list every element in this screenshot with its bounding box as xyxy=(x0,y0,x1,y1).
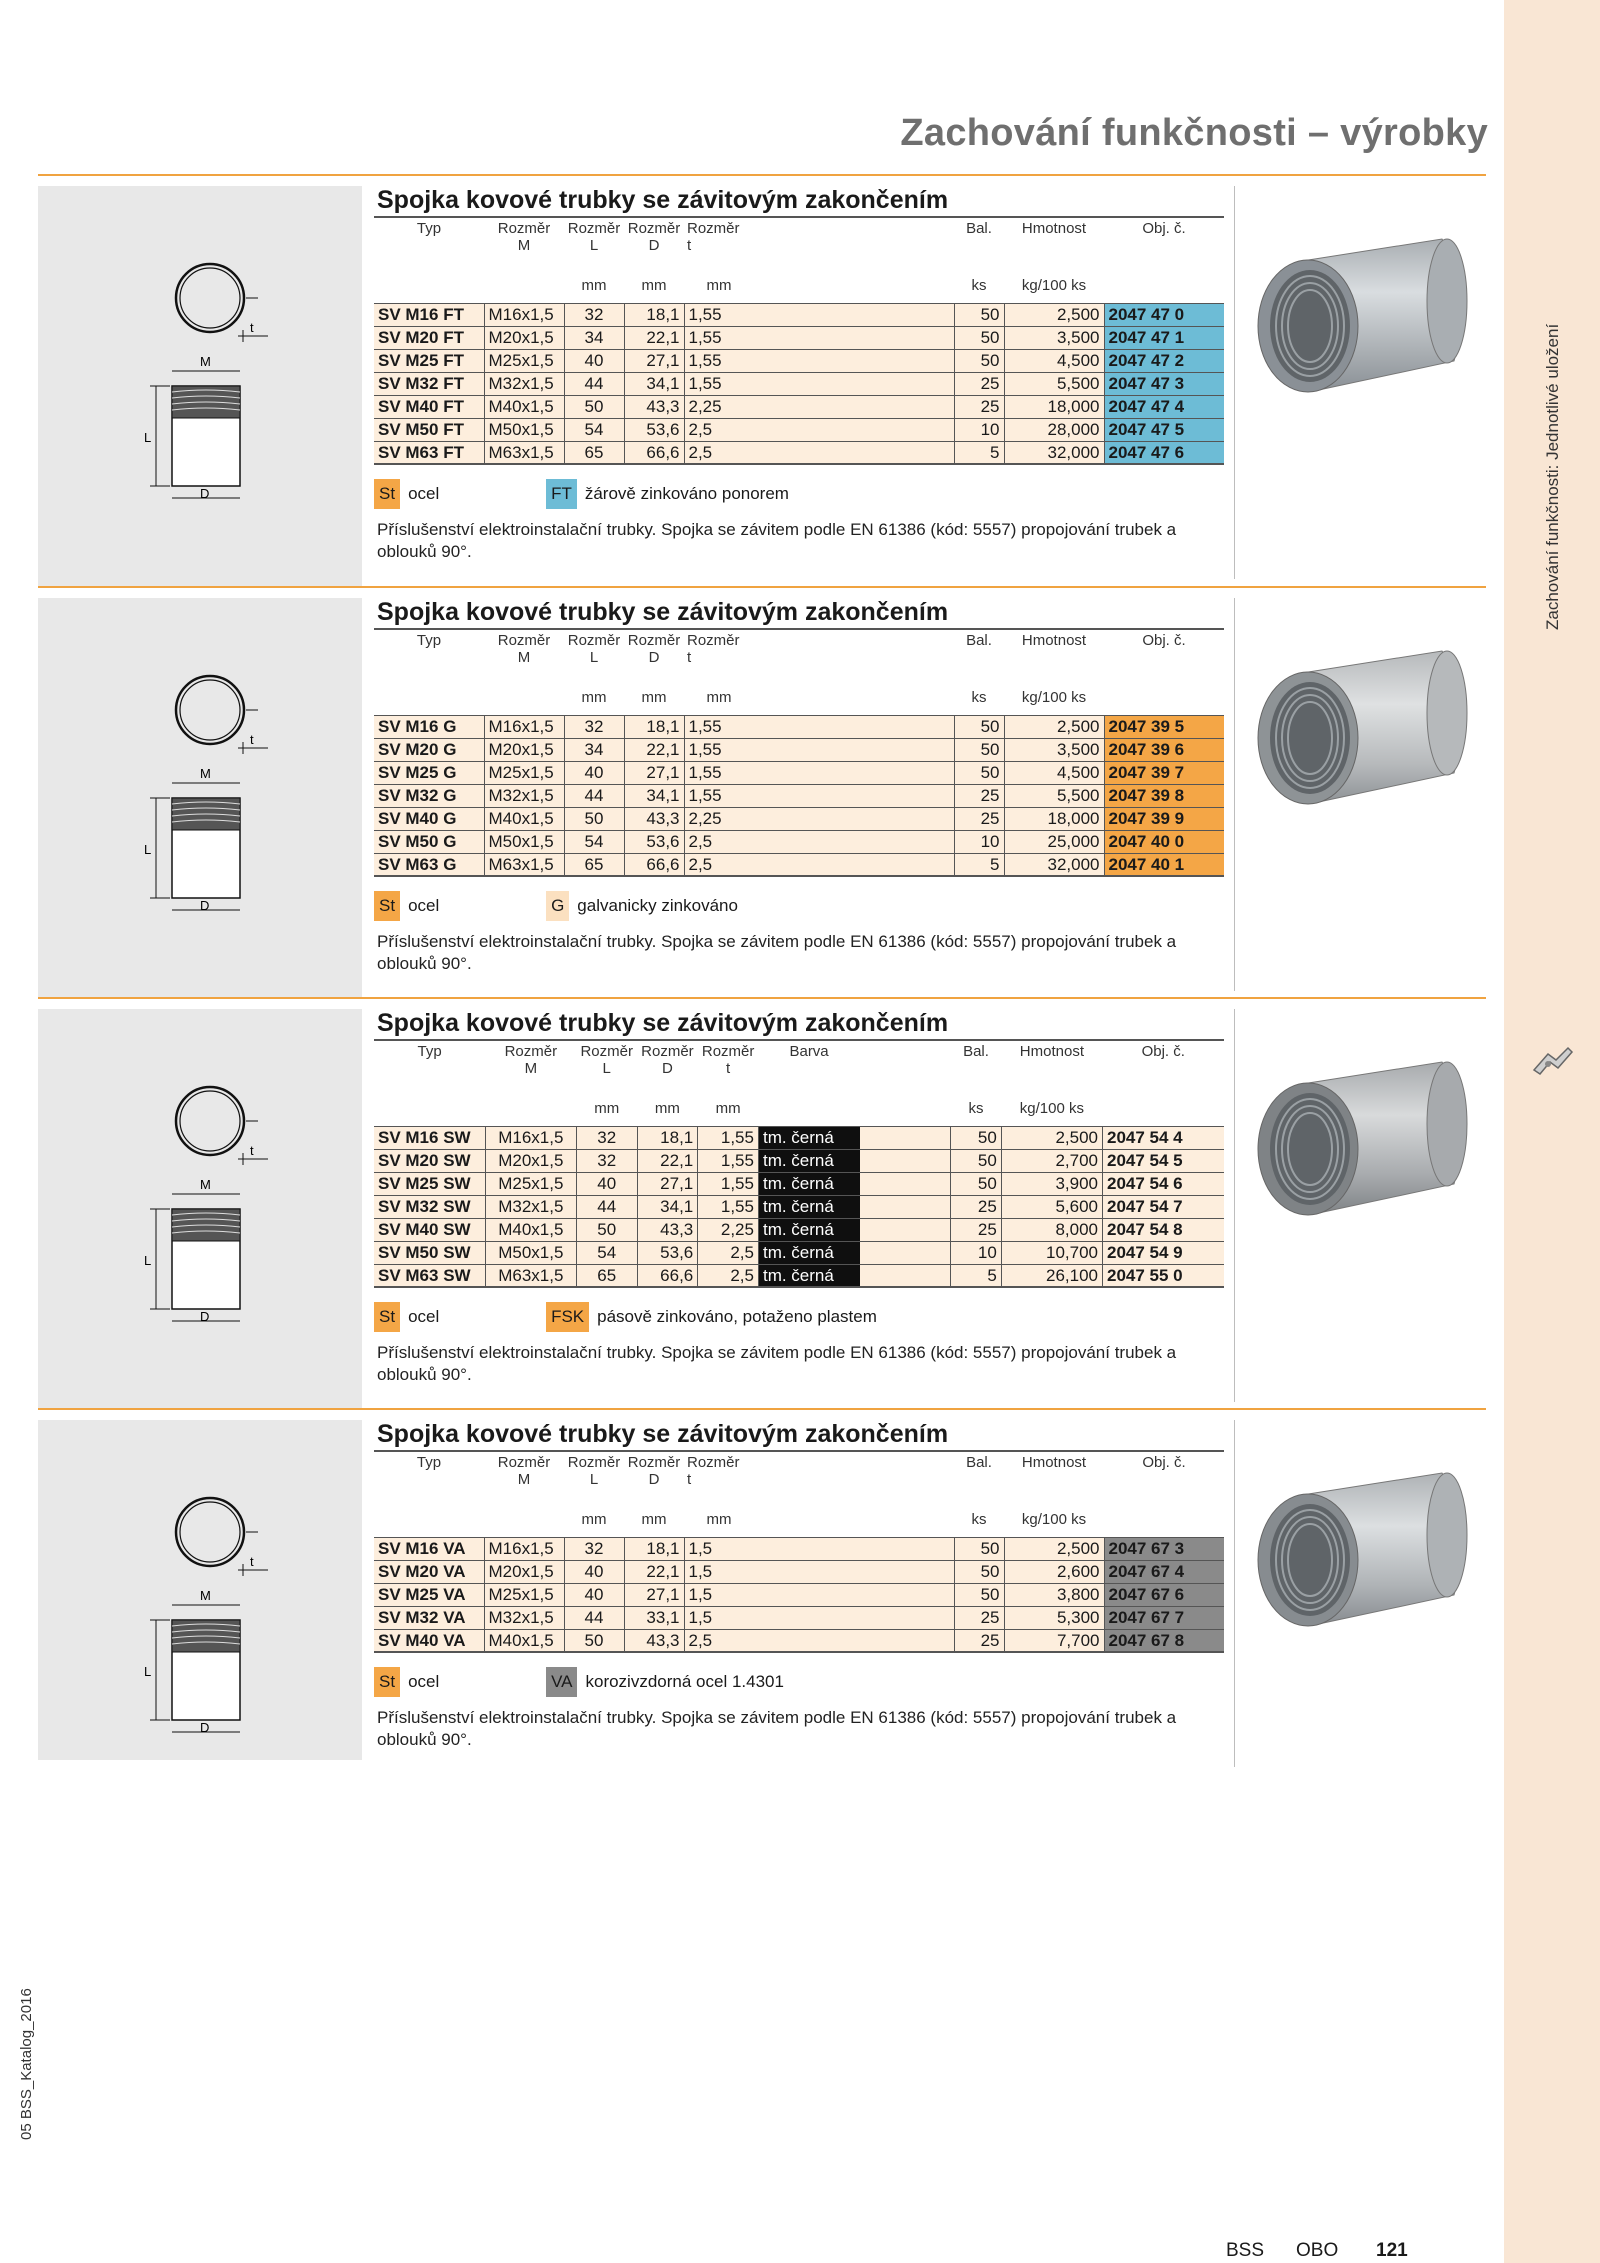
material-legend xyxy=(374,479,789,509)
finish-badge: FSK xyxy=(546,1302,589,1332)
material-badge: St xyxy=(374,891,400,921)
spec-table xyxy=(374,1039,1224,1288)
col-hmotnost: Hmotnost xyxy=(1001,1040,1102,1080)
unit-mm: mm xyxy=(641,277,667,295)
material-legend xyxy=(374,1302,877,1332)
finish-badge: G xyxy=(546,891,569,921)
table-row: SV M40 FT M40x1,5 50 43,3 2,25 25 18,000 2047 47 4 xyxy=(374,395,1224,418)
unit-kg: kg/100 ks xyxy=(1021,689,1087,707)
col-typ: Typ xyxy=(374,1040,485,1080)
col-typ: Typ xyxy=(374,217,484,257)
dim-l-label: L xyxy=(144,1253,152,1268)
material-badge: St xyxy=(374,479,400,509)
col-rozmer-t: Rozměr t xyxy=(698,1040,759,1080)
table-row: SV M25 VA M25x1,5 40 27,1 1,5 50 3,800 2047 67 6 xyxy=(374,1583,1224,1606)
unit-ks: ks xyxy=(971,689,987,707)
col-obj: Obj. č. xyxy=(1103,1040,1225,1080)
table-row: SV M25 G M25x1,5 40 27,1 1,55 50 4,500 2047 39 7 xyxy=(374,761,1224,784)
unit-mm: mm xyxy=(641,1511,667,1529)
table-row: SV M20 SW M20x1,5 32 22,1 1,55 tm. černá 50 2,700 2047 54 5 xyxy=(374,1149,1224,1172)
col-hmotnost: Hmotnost xyxy=(1004,1451,1104,1491)
finish-label: žárově zinkováno ponorem xyxy=(584,484,789,503)
col-bal: Bal. xyxy=(951,1040,1002,1080)
unit-mm: mm xyxy=(581,1511,607,1529)
material-label: ocel xyxy=(408,896,440,915)
col-rozmer-d: Rozměr D xyxy=(624,1451,684,1491)
col-rozmer-d: Rozměr D xyxy=(637,1040,698,1080)
unit-ks: ks xyxy=(971,1511,987,1529)
unit-kg: kg/100 ks xyxy=(1019,1100,1085,1118)
col-rozmer-l: Rozměr L xyxy=(576,1040,637,1080)
col-rozmer-t: Rozměr t xyxy=(684,217,754,257)
table-row: SV M50 G M50x1,5 54 53,6 2,5 10 25,000 2047 40 0 xyxy=(374,830,1224,853)
finish-label: pásově zinkováno, potaženo plastem xyxy=(597,1307,877,1326)
dim-t-label: t xyxy=(250,1554,254,1569)
unit-mm: mm xyxy=(594,1100,620,1118)
table-row: SV M63 G M63x1,5 65 66,6 2,5 5 32,000 2047 40 1 xyxy=(374,853,1224,876)
unit-mm: mm xyxy=(641,689,667,707)
product-section xyxy=(0,176,1500,586)
dim-d-label: D xyxy=(200,898,210,913)
col-barva: Barva xyxy=(758,1040,859,1080)
section-title: Spojka kovové trubky se závitovým zakončením xyxy=(377,1009,949,1037)
footer-brand-obo: OBO xyxy=(1296,2240,1339,2261)
table-row: SV M32 VA M32x1,5 44 33,1 1,5 25 5,300 2047 67 7 xyxy=(374,1606,1224,1629)
material-label: ocel xyxy=(408,1672,440,1691)
col-typ: Typ xyxy=(374,1451,484,1491)
spec-table xyxy=(374,216,1224,465)
section-description: Příslušenství elektroinstalační trubky. Spojka se závitem podle EN 61386 (kód: 5557) propojování trubek a oblouků 90°. xyxy=(377,1708,1177,1749)
table-row: SV M16 FT M16x1,5 32 18,1 1,55 50 2,500 2047 47 0 xyxy=(374,303,1224,326)
col-rozmer-t: Rozměr t xyxy=(684,1451,754,1491)
col-obj: Obj. č. xyxy=(1104,217,1224,257)
table-row: SV M16 G M16x1,5 32 18,1 1,55 50 2,500 2047 39 5 xyxy=(374,715,1224,738)
table-row: SV M20 FT M20x1,5 34 22,1 1,55 50 3,500 2047 47 1 xyxy=(374,326,1224,349)
table-row: SV M50 SW M50x1,5 54 53,6 2,5 tm. černá 10 10,700 2047 54 9 xyxy=(374,1241,1224,1264)
table-row: SV M63 FT M63x1,5 65 66,6 2,5 5 32,000 2047 47 6 xyxy=(374,441,1224,464)
table-row: SV M63 SW M63x1,5 65 66,6 2,5 tm. černá 5 26,100 2047 55 0 xyxy=(374,1264,1224,1287)
table-row: SV M50 FT M50x1,5 54 53,6 2,5 10 28,000 2047 47 5 xyxy=(374,418,1224,441)
col-bal: Bal. xyxy=(954,217,1004,257)
unit-ks: ks xyxy=(971,277,987,295)
col-rozmer-l: Rozměr L xyxy=(564,629,624,669)
side-label: Zachování funkčnosti: Jednotlivé uložení xyxy=(1543,323,1562,630)
spec-table xyxy=(374,1450,1224,1653)
table-row: SV M32 FT M32x1,5 44 34,1 1,55 25 5,500 2047 47 3 xyxy=(374,372,1224,395)
catalog-id: 05 BSS_Katalog_2016 xyxy=(18,1988,35,2140)
section-title: Spojka kovové trubky se závitovým zakončením xyxy=(377,186,949,214)
dim-m-label: M xyxy=(200,1588,211,1603)
dim-t-label: t xyxy=(250,732,254,747)
dim-m-label: M xyxy=(200,766,211,781)
table-row: SV M16 VA M16x1,5 32 18,1 1,5 50 2,500 2047 67 3 xyxy=(374,1537,1224,1560)
finish-badge: VA xyxy=(546,1667,577,1697)
section-description: Příslušenství elektroinstalační trubky. Spojka se závitem podle EN 61386 (kód: 5557) propojování trubek a oblouků 90°. xyxy=(377,520,1177,561)
table-row: SV M16 SW M16x1,5 32 18,1 1,55 tm. černá 50 2,500 2047 54 4 xyxy=(374,1126,1224,1149)
section-description: Příslušenství elektroinstalační trubky. Spojka se závitem podle EN 61386 (kód: 5557) propojování trubek a oblouků 90°. xyxy=(377,932,1177,973)
col-hmotnost: Hmotnost xyxy=(1004,217,1104,257)
col-rozmer-d: Rozměr D xyxy=(624,217,684,257)
table-row: SV M20 G M20x1,5 34 22,1 1,55 50 3,500 2047 39 6 xyxy=(374,738,1224,761)
column-divider xyxy=(1234,186,1235,579)
table-row: SV M40 G M40x1,5 50 43,3 2,25 25 18,000 2047 39 9 xyxy=(374,807,1224,830)
product-section xyxy=(0,588,1500,998)
dim-m-label: M xyxy=(200,354,211,369)
table-row: SV M32 G M32x1,5 44 34,1 1,55 25 5,500 2047 39 8 xyxy=(374,784,1224,807)
coupling-photo xyxy=(1242,231,1482,411)
table-row: SV M25 SW M25x1,5 40 27,1 1,55 tm. černá 50 3,900 2047 54 6 xyxy=(374,1172,1224,1195)
material-legend xyxy=(374,891,738,921)
unit-mm: mm xyxy=(654,1100,680,1118)
section-title: Spojka kovové trubky se závitovým zakončením xyxy=(377,598,949,626)
footer-brand-bss: BSS xyxy=(1226,2240,1265,2261)
column-divider xyxy=(1234,1009,1235,1402)
material-label: ocel xyxy=(408,1307,440,1326)
col-rozmer-m: Rozměr M xyxy=(484,217,564,257)
dim-t-label: t xyxy=(250,1143,254,1158)
col-obj: Obj. č. xyxy=(1104,629,1224,669)
material-label: ocel xyxy=(408,484,440,503)
column-divider xyxy=(1234,1420,1235,1767)
material-badge: St xyxy=(374,1302,400,1332)
dim-d-label: D xyxy=(200,486,210,501)
spec-table xyxy=(374,628,1224,877)
unit-kg: kg/100 ks xyxy=(1021,1511,1087,1529)
coupling-photo xyxy=(1242,1054,1482,1234)
col-rozmer-m: Rozměr M xyxy=(485,1040,576,1080)
col-rozmer-m: Rozměr M xyxy=(484,629,564,669)
unit-mm: mm xyxy=(581,689,607,707)
col-rozmer-t: Rozměr t xyxy=(684,629,754,669)
table-row: SV M20 VA M20x1,5 40 22,1 1,5 50 2,600 2047 67 4 xyxy=(374,1560,1224,1583)
dim-d-label: D xyxy=(200,1720,210,1735)
section-description: Příslušenství elektroinstalační trubky. Spojka se závitem podle EN 61386 (kód: 5557) propojování trubek a oblouků 90°. xyxy=(377,1343,1177,1384)
col-bal: Bal. xyxy=(954,629,1004,669)
dim-l-label: L xyxy=(144,1664,152,1679)
section-title: Spojka kovové trubky se závitovým zakončením xyxy=(377,1420,949,1448)
table-row: SV M40 SW M40x1,5 50 43,3 2,25 tm. černá 25 8,000 2047 54 8 xyxy=(374,1218,1224,1241)
column-divider xyxy=(1234,598,1235,991)
col-hmotnost: Hmotnost xyxy=(1004,629,1104,669)
product-section xyxy=(0,999,1500,1409)
unit-mm: mm xyxy=(706,689,732,707)
coupling-photo xyxy=(1242,643,1482,823)
finish-label: korozivzdorná ocel 1.4301 xyxy=(585,1672,784,1691)
unit-mm: mm xyxy=(706,277,732,295)
bracket-icon xyxy=(1528,1040,1576,1080)
col-typ: Typ xyxy=(374,629,484,669)
finish-badge: FT xyxy=(546,479,577,509)
material-legend xyxy=(374,1667,784,1697)
col-rozmer-d: Rozměr D xyxy=(624,629,684,669)
product-section xyxy=(0,1410,1500,1820)
dim-t-label: t xyxy=(250,320,254,335)
unit-mm: mm xyxy=(715,1100,741,1118)
dim-l-label: L xyxy=(144,430,152,445)
page-title: Zachování funkčnosti – výrobky xyxy=(900,112,1488,154)
dim-d-label: D xyxy=(200,1309,210,1324)
col-rozmer-m: Rozměr M xyxy=(484,1451,564,1491)
finish-label: galvanicky zinkováno xyxy=(577,896,738,915)
page-number: 121 xyxy=(1376,2240,1408,2261)
table-row: SV M25 FT M25x1,5 40 27,1 1,55 50 4,500 2047 47 2 xyxy=(374,349,1224,372)
material-badge: St xyxy=(374,1667,400,1697)
dim-l-label: L xyxy=(144,842,152,857)
col-obj: Obj. č. xyxy=(1104,1451,1224,1491)
col-rozmer-l: Rozměr L xyxy=(564,217,624,257)
dim-m-label: M xyxy=(200,1177,211,1192)
table-row: SV M32 SW M32x1,5 44 34,1 1,55 tm. černá 25 5,600 2047 54 7 xyxy=(374,1195,1224,1218)
col-bal: Bal. xyxy=(954,1451,1004,1491)
col-rozmer-l: Rozměr L xyxy=(564,1451,624,1491)
unit-ks: ks xyxy=(968,1100,984,1118)
unit-kg: kg/100 ks xyxy=(1021,277,1087,295)
unit-mm: mm xyxy=(581,277,607,295)
table-row: SV M40 VA M40x1,5 50 43,3 2,5 25 7,700 2047 67 8 xyxy=(374,1629,1224,1652)
coupling-photo xyxy=(1242,1465,1482,1645)
unit-mm: mm xyxy=(706,1511,732,1529)
